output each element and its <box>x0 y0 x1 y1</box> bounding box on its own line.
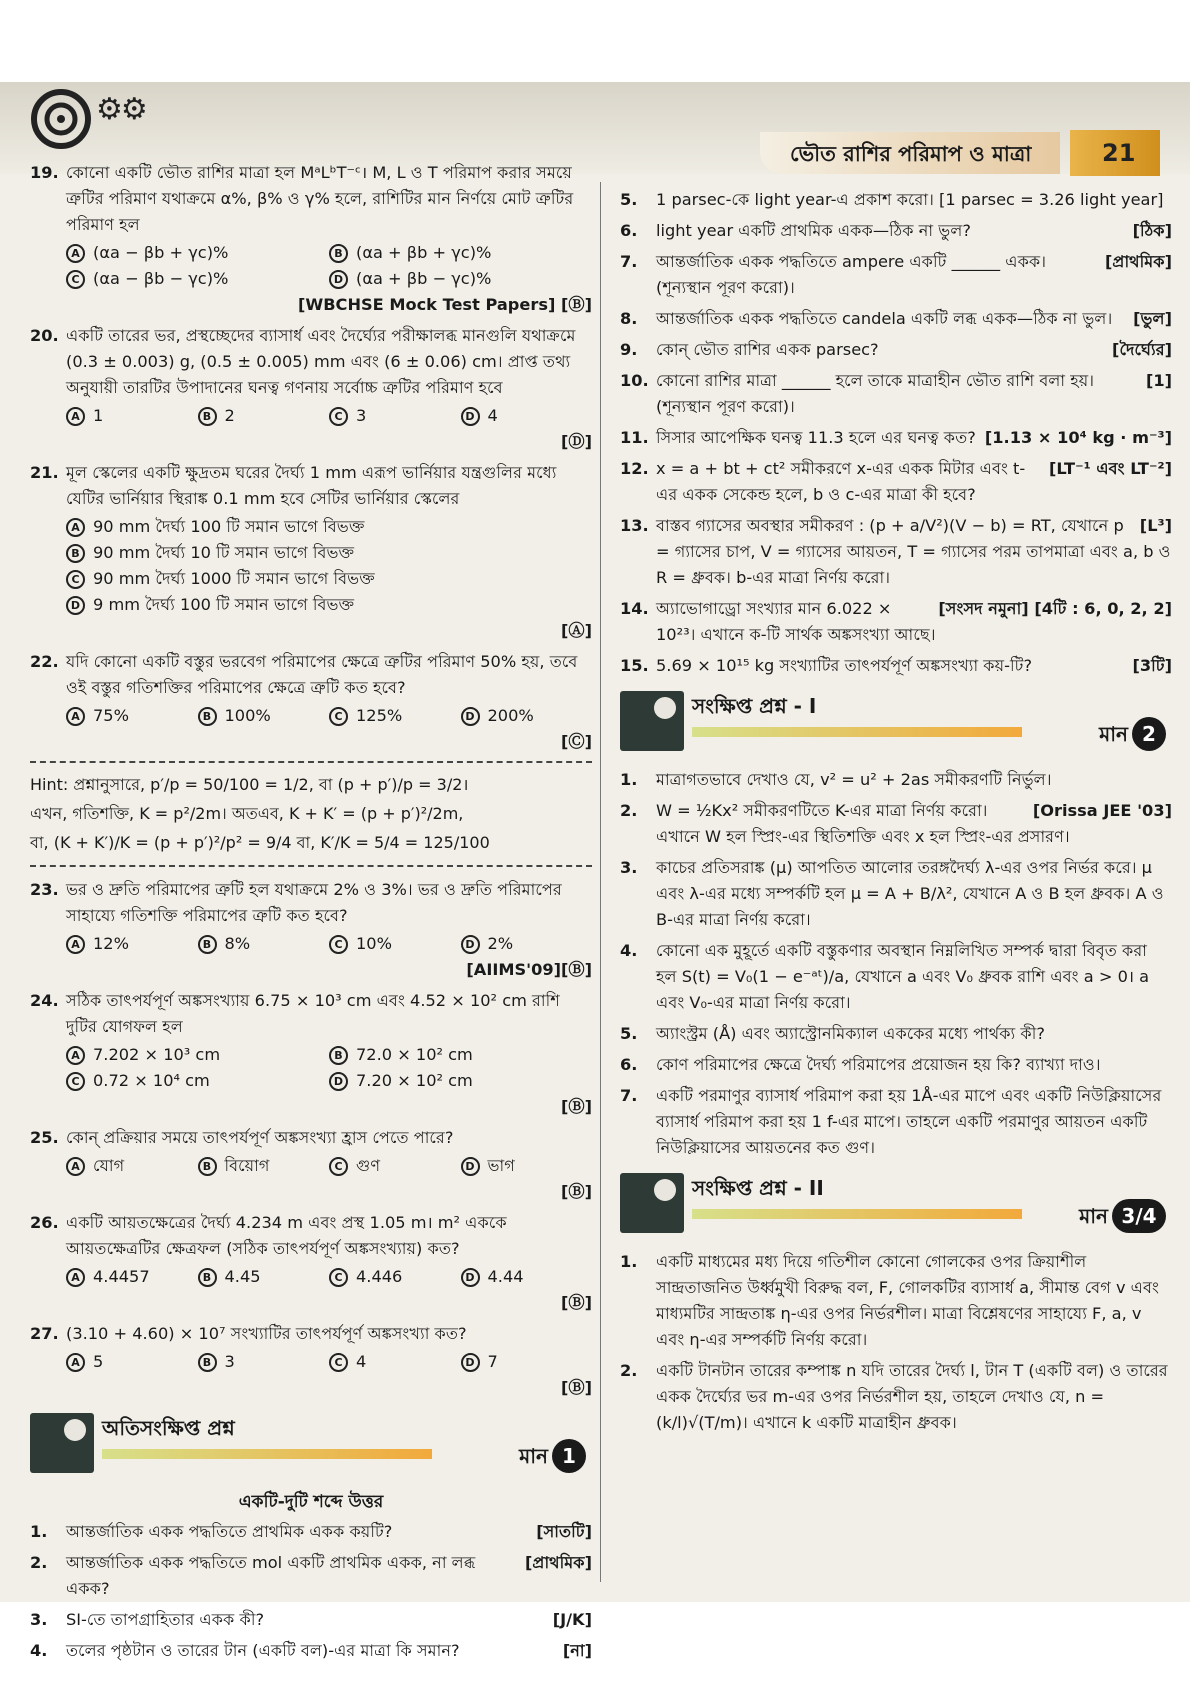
question-answer: [ঠিক] <box>1132 221 1172 240</box>
option-letter-icon: C <box>66 1072 85 1091</box>
section-bar <box>692 727 1022 737</box>
short-2-list <box>620 1249 1172 1436</box>
question-number: 20. <box>30 326 59 345</box>
option-letter-icon: B <box>66 544 85 563</box>
question-text: [J/K] SI-তে তাপগ্রাহিতার একক কী? <box>66 1607 592 1633</box>
question-text: একটি টানটান তারের কম্পাঙ্ক n যদি তারের দৈর্ঘ্য l, টান T (একটি বল) ও তারের একক দৈর্ঘ্যের ভর m-এর ওপর নির্ভরশীল হয়, তাহলে দেখাও যে, n = (k/l)√(T/m)। এখানে k একটি মাত্রাহীন ধ্রুবক। <box>656 1361 1168 1432</box>
question-item <box>30 1519 592 1545</box>
option-text: 90 mm দৈর্ঘ্য 1000 টি সমান ভাগে বিভক্ত <box>93 569 375 588</box>
question-item <box>620 1358 1172 1436</box>
hint-line-3: বা, (K + K′)/K = (p + p′)²/p² = 9/4 বা, K′/K = 5/4 = 125/100 <box>30 833 490 852</box>
question-source: [WBCHSE Mock Test Papers] [Ⓑ] <box>297 295 592 314</box>
option-text: 7.202 × 10³ cm <box>93 1045 221 1064</box>
mark-label: মান <box>1099 722 1128 746</box>
question-text: ভর ও দ্রুতি পরিমাপের ত্রুটি হল যথাক্রমে 2% ও 3%। ভর ও দ্রুতি পরিমাপের সাহায্যে গতিশক্তি পরিমাপের ত্রুটি কত হবে? <box>66 880 562 925</box>
question-text: অ্যাংস্ট্রম (Å) এবং অ্যাস্ট্রোনমিক্যাল এককের মধ্যে পার্থক্য কী? <box>656 1024 1045 1043</box>
question-number: 6. <box>620 1055 638 1074</box>
option-item <box>461 703 593 729</box>
question-text: যদি কোনো একটি বস্তুর ভরবেগ পরিমাপের ক্ষেত্রে ত্রুটির পরিমাণ 50% হয়, তবে ওই বস্তুর গতিশক্তির পরিমাপের ক্ষেত্রে ত্রুটি কত হবে? <box>66 652 578 697</box>
section-short-1 <box>620 689 1172 761</box>
option-letter-icon: D <box>461 1157 480 1176</box>
section-mark <box>1099 717 1166 751</box>
option-item <box>461 403 593 429</box>
hint-box <box>30 761 592 867</box>
option-letter-icon: C <box>329 1157 348 1176</box>
option-item <box>198 403 330 429</box>
section-mark <box>519 1439 586 1473</box>
options <box>66 1349 592 1375</box>
mark-label: মান <box>1079 1204 1108 1228</box>
question-item <box>30 877 592 983</box>
book-page <box>0 82 1190 1660</box>
option-item <box>329 1042 592 1068</box>
question-number: 2. <box>30 1553 48 1572</box>
option-letter-icon: D <box>461 1268 480 1287</box>
question-text: 1 parsec-কে light year-এ প্রকাশ করো। [1 parsec = 3.26 light year] <box>656 190 1164 209</box>
option-text: 5 <box>93 1352 104 1371</box>
question-item <box>620 767 1172 793</box>
option-letter-icon: A <box>66 407 85 426</box>
question-item <box>620 456 1172 508</box>
option-text: 8% <box>224 934 251 953</box>
option-letter-icon: A <box>66 935 85 954</box>
question-answer: [LT⁻¹ এবং LT⁻²] <box>1049 459 1172 478</box>
option-letter-icon: D <box>461 407 480 426</box>
question-source: [AIIMS'09][Ⓑ] <box>466 960 592 979</box>
question-text: কোন্ প্রক্রিয়ার সময়ে তাৎপর্যপূর্ণ অঙ্কসংখ্যা হ্রাস পেতে পারে? <box>66 1128 454 1147</box>
option-item <box>66 1349 198 1375</box>
left-column <box>30 160 592 1669</box>
options <box>66 703 592 729</box>
question-answer: [Ⓑ] <box>561 1182 592 1201</box>
question-text: [প্রাথমিক] আন্তর্জাতিক একক পদ্ধতিতে ampere একটি ______ একক। (শূন্যস্থান পূরণ করো)। <box>656 249 1172 301</box>
option-letter-icon: C <box>66 270 85 289</box>
option-item <box>461 1349 593 1375</box>
option-text: 7.20 × 10² cm <box>356 1071 473 1090</box>
question-item <box>620 1249 1172 1353</box>
question-text: [দৈর্ঘ্যের] কোন্ ভৌত রাশির একক parsec? <box>656 337 1172 363</box>
section-short-2 <box>620 1171 1172 1243</box>
question-number: 2. <box>620 1361 638 1380</box>
hint-line-1: Hint: প্রশ্নানুসারে, p′/p = 50/100 = 1/2, বা (p + p′)/p = 3/2। <box>30 775 469 794</box>
question-number: 27. <box>30 1324 59 1343</box>
option-item <box>66 1042 329 1068</box>
question-number: 23. <box>30 880 59 899</box>
option-text: 4.44 <box>487 1267 524 1286</box>
options <box>66 514 592 618</box>
option-letter-icon: A <box>66 1268 85 1287</box>
question-answer: [Ⓒ] <box>561 732 592 751</box>
question-answer: [প্রাথমিক] <box>1104 252 1172 271</box>
option-letter-icon: D <box>461 707 480 726</box>
question-number: 4. <box>30 1641 48 1660</box>
option-item <box>66 514 592 540</box>
question-text: [Orissa JEE '03] W = ½Kx² সমীকরণটিতে K-এর মাত্রা নির্ণয় করো। এখানে W হল স্প্রিং-এর স্থিতিশক্তি এবং x হল স্প্রিং-এর প্রসারণ। <box>656 798 1172 850</box>
question-item <box>620 425 1172 451</box>
option-text: 75% <box>93 706 129 725</box>
question-number: 19. <box>30 163 59 182</box>
question-number: 7. <box>620 252 638 271</box>
option-letter-icon: C <box>329 407 348 426</box>
page-number: 21 <box>1070 130 1160 176</box>
option-item <box>329 1068 592 1094</box>
question-number: 1. <box>620 1252 638 1271</box>
question-number: 26. <box>30 1213 59 1232</box>
question-answer: [Ⓑ] <box>561 1378 592 1397</box>
option-text: 72.0 × 10² cm <box>356 1045 473 1064</box>
spiral-logo-icon <box>30 88 92 150</box>
question-number: 7. <box>620 1086 638 1105</box>
options <box>66 403 592 429</box>
question-item <box>620 249 1172 301</box>
option-text: 3 <box>224 1352 235 1371</box>
question-item <box>620 368 1172 420</box>
option-item <box>198 1264 330 1290</box>
option-letter-icon: A <box>66 1046 85 1065</box>
question-answer: [না] <box>562 1641 592 1660</box>
section-very-short <box>30 1411 592 1483</box>
question-item <box>620 798 1172 850</box>
question-number: 5. <box>620 1024 638 1043</box>
option-item <box>66 266 329 292</box>
option-text: 12% <box>93 934 129 953</box>
question-answer: [1] <box>1145 371 1172 390</box>
options <box>66 1042 592 1094</box>
question-text: (3.10 + 4.60) × 10⁷ সংখ্যাটির তাৎপর্যপূর্ণ অঙ্কসংখ্যা কত? <box>66 1324 467 1343</box>
question-number: 1. <box>30 1522 48 1541</box>
question-item <box>30 1550 592 1602</box>
question-answer: [Ⓐ] <box>561 621 592 640</box>
option-letter-icon: D <box>461 1353 480 1372</box>
option-item <box>66 240 329 266</box>
question-text: কোনো একটি ভৌত রাশির মাত্রা হল MᵃLᵇT⁻ᶜ। M, L ও T পরিমাপ করার সময়ে ত্রুটির পরিমাণ যথাক্রমে α%, β% ও γ% হলে, রাশিটির মান নির্ণয়ে মোট ত্রুটির পরিমাণ হল <box>66 163 574 234</box>
options <box>66 1264 592 1290</box>
column-divider <box>600 182 601 1582</box>
option-letter-icon: B <box>198 1268 217 1287</box>
question-item <box>620 653 1172 679</box>
option-letter-icon: B <box>329 244 348 263</box>
option-item <box>198 931 330 957</box>
option-item <box>66 566 592 592</box>
question-item <box>30 988 592 1120</box>
option-text: 4.45 <box>224 1267 261 1286</box>
option-text: 4.4457 <box>93 1267 150 1286</box>
question-item <box>30 1607 592 1633</box>
question-number: 10. <box>620 371 649 390</box>
option-item <box>329 266 592 292</box>
chapter-title: ভৌত রাশির পরিমাপ ও মাত্রা <box>790 142 1032 166</box>
question-text: কোণ পরিমাপের ক্ষেত্রে দৈর্ঘ্য পরিমাপের প্রয়োজন হয় কি? ব্যাখ্যা দাও। <box>656 1055 1101 1074</box>
question-number: 13. <box>620 516 649 535</box>
section-mark <box>1079 1199 1166 1233</box>
question-text: [প্রাথমিক] আন্তর্জাতিক একক পদ্ধতিতে mol একটি প্রাথমিক একক, না লব্ধ একক? <box>66 1550 592 1602</box>
question-text: [ভুল] আন্তর্জাতিক একক পদ্ধতিতে candela একটি লব্ধ একক—ঠিক না ভুল। <box>656 306 1172 332</box>
option-text: যোগ <box>93 1156 125 1175</box>
option-item <box>66 931 198 957</box>
question-answer: [Ⓑ] <box>561 1293 592 1312</box>
option-letter-icon: D <box>329 1072 348 1091</box>
question-item <box>30 1638 592 1664</box>
question-item <box>620 513 1172 591</box>
section-bar <box>692 1209 1022 1219</box>
question-text: [1] কোনো রাশির মাত্রা ______ হলে তাকে মাত্রাহীন ভৌত রাশি বলা হয়। (শূন্যস্থান পূরণ করো)। <box>656 368 1172 420</box>
option-letter-icon: C <box>329 935 348 954</box>
option-item <box>198 1349 330 1375</box>
question-item <box>30 1210 592 1316</box>
option-item <box>329 931 461 957</box>
mark-label: মান <box>519 1444 548 1468</box>
option-text: 4 <box>356 1352 367 1371</box>
question-item <box>620 187 1172 213</box>
question-answer: [প্রাথমিক] <box>524 1553 592 1572</box>
option-text: (αa − βb + γc)% <box>93 243 229 262</box>
question-answer: [J/K] <box>552 1610 592 1629</box>
question-item <box>620 1052 1172 1078</box>
gears-icon: ⚙⚙ <box>96 92 146 127</box>
option-text: 90 mm দৈর্ঘ্য 100 টি সমান ভাগে বিভক্ত <box>93 517 365 536</box>
option-letter-icon: A <box>66 244 85 263</box>
question-answer: [Ⓑ] <box>561 1097 592 1116</box>
telescope-icon <box>30 1413 94 1473</box>
telescope-icon <box>620 691 684 751</box>
question-number: 1. <box>620 770 638 789</box>
question-text: [LT⁻¹ এবং LT⁻²] x = a + bt + ct² সমীকরণে x-এর একক মিটার এবং t-এর একক সেকেন্ড হলে, b ও c-এর মাত্রা কী হবে? <box>656 456 1172 508</box>
hint-line-2: এখন, গতিশক্তি, K = p²/2m। অতএব, K + K′ = (p + p′)²/2m, <box>30 804 464 823</box>
options <box>66 240 592 292</box>
option-text: 3 <box>356 406 367 425</box>
question-number: 12. <box>620 459 649 478</box>
option-item <box>66 592 592 618</box>
question-number: 6. <box>620 221 638 240</box>
option-text: 4.446 <box>356 1267 403 1286</box>
question-text: একটি মাধ্যমের মধ্য দিয়ে গতিশীল কোনো গোলকের ওপর ক্রিয়াশীল সান্দ্রতাজনিত উর্ধ্বমুখী বিরুদ্ধ বল, F, গোলকটির ব্যাসার্ধ a, সীমান্ত বেগ v এবং মাধ্যমটির সান্দ্রতাঙ্ক η-এর ওপর নির্ভরশীল। মাত্রা বিশ্লেষণের সাহায্যে F, a, v এবং η-এর সম্পর্কটি নির্ণয় করো। <box>656 1252 1159 1349</box>
question-item <box>30 1125 592 1205</box>
option-text: (αa − βb − γc)% <box>93 269 229 288</box>
option-item <box>461 931 593 957</box>
question-text: [সংসদ নমুনা] [4টি : 6, 0, 2, 2] অ্যাভোগাড্রো সংখ্যার মান 6.022 × 10²³। এখানে ক-টি সার্থক অঙ্কসংখ্যা আছে। <box>656 596 1172 648</box>
question-number: 15. <box>620 656 649 675</box>
option-item <box>329 1264 461 1290</box>
very-short-list <box>30 1519 592 1664</box>
option-text: 7 <box>487 1352 498 1371</box>
option-item <box>461 1264 593 1290</box>
question-item <box>620 218 1172 244</box>
option-item <box>198 1153 330 1179</box>
mark-badge: 1 <box>552 1439 586 1473</box>
option-item <box>66 540 592 566</box>
option-item <box>66 1068 329 1094</box>
option-text: (αa + βb − γc)% <box>356 269 492 288</box>
question-item <box>620 938 1172 1016</box>
question-item <box>30 1321 592 1401</box>
question-item <box>30 649 592 755</box>
option-text: 1 <box>93 406 104 425</box>
option-letter-icon: C <box>329 707 348 726</box>
question-answer: [Orissa JEE '03] <box>1032 801 1172 820</box>
option-item <box>198 703 330 729</box>
question-text: [না] তলের পৃষ্ঠটান ও তারের টান (একটি বল)-এর মাত্রা কি সমান? <box>66 1638 592 1664</box>
question-number: 21. <box>30 463 59 482</box>
mark-badge: 3/4 <box>1112 1199 1166 1233</box>
question-item <box>30 460 592 644</box>
mark-badge: 2 <box>1132 717 1166 751</box>
question-text: [1.13 × 10⁴ kg · m⁻³] সিসার আপেক্ষিক ঘনত্ব 11.3 হলে এর ঘনত্ব কত? <box>656 425 1172 451</box>
option-text: বিয়োগ <box>224 1156 270 1175</box>
question-item <box>620 596 1172 648</box>
question-answer: [সাতটি] <box>536 1522 592 1541</box>
question-item <box>30 323 592 455</box>
question-answer: [ভুল] <box>1133 309 1172 328</box>
question-text: [L³] বাস্তব গ্যাসের অবস্থার সমীকরণ : (p + a/V²)(V − b) = RT, যেখানে p = গ্যাসের চাপ, V = গ্যাসের আয়তন, T = গ্যাসের পরম তাপমাত্রা এবং a, b ও R = ধ্রুবক। b-এর মাত্রা নির্ণয় করো। <box>656 513 1172 591</box>
question-item <box>620 1021 1172 1047</box>
right-question-list <box>620 187 1172 679</box>
option-item <box>66 1264 198 1290</box>
question-number: 2. <box>620 801 638 820</box>
question-answer: [3টি] <box>1132 656 1172 675</box>
question-answer: [Ⓓ] <box>561 432 592 451</box>
option-text: 10% <box>356 934 392 953</box>
question-text: কোনো এক মুহূর্তে একটি বস্তুকণার অবস্থান নিম্নলিখিত সম্পর্ক দ্বারা বিবৃত করা হল S(t) = V₀(1 − e⁻ᵃᵗ)/a, যেখানে a এবং V₀ ধ্রুবক রাশি এবং a > 0। a এবং V₀-এর মাত্রা নির্ণয় করো। <box>656 941 1150 1012</box>
question-text: মূল স্কেলের একটি ক্ষুদ্রতম ঘরের দৈর্ঘ্য 1 mm এরূপ ভার্নিয়ার যন্ত্রগুলির মধ্যে যেটির ভার্নিয়ার স্থিরাঙ্ক 0.1 mm হবে সেটির ভার্নিয়ার স্কেলের <box>66 463 557 508</box>
section-title: সংক্ষিপ্ত প্রশ্ন - II <box>692 1176 824 1200</box>
option-letter-icon: B <box>198 1157 217 1176</box>
question-text: [সাতটি] আন্তর্জাতিক একক পদ্ধতিতে প্রাথমিক একক কয়টি? <box>66 1519 592 1545</box>
question-text: [ঠিক] light year একটি প্রাথমিক একক—ঠিক না ভুল? <box>656 218 1172 244</box>
option-letter-icon: B <box>329 1046 348 1065</box>
option-letter-icon: D <box>329 270 348 289</box>
option-letter-icon: D <box>461 935 480 954</box>
option-letter-icon: C <box>329 1353 348 1372</box>
option-letter-icon: B <box>198 935 217 954</box>
options <box>66 931 592 957</box>
question-text: সঠিক তাৎপর্যপূর্ণ অঙ্কসংখ্যায় 6.75 × 10³ cm এবং 4.52 × 10² cm রাশি দুটির যোগফল হল <box>66 991 560 1036</box>
question-number: 25. <box>30 1128 59 1147</box>
option-text: 2 <box>224 406 235 425</box>
option-text: 125% <box>356 706 403 725</box>
option-letter-icon: C <box>329 1268 348 1287</box>
option-letter-icon: A <box>66 1157 85 1176</box>
question-number: 14. <box>620 599 649 618</box>
section-subtitle: একটি-দুটি শব্দে উত্তর <box>238 1492 384 1512</box>
option-item <box>66 403 198 429</box>
question-text: একটি পরমাণুর ব্যাসার্ধ পরিমাপ করা হয় 1Å-এর মাপে এবং একটি নিউক্লিয়াসের ব্যাসার্ধ পরিমাপ করা হয় 1 f-এর মাপে। তাহলে একটি পরমাণুর আয়তন একটি নিউক্লিয়াসের আয়তনের কত গুণ। <box>656 1086 1162 1157</box>
option-item <box>66 1153 198 1179</box>
right-column <box>620 187 1172 1441</box>
telescope-icon <box>620 1173 684 1233</box>
question-number: 11. <box>620 428 649 447</box>
question-answer: [দৈর্ঘ্যের] <box>1112 340 1172 359</box>
option-text: 100% <box>224 706 271 725</box>
option-letter-icon: C <box>66 570 85 589</box>
question-text: [3টি] 5.69 × 10¹⁵ kg সংখ্যাটির তাৎপর্যপূর্ণ অঙ্কসংখ্যা কয়-টি? <box>656 653 1172 679</box>
short-1-list <box>620 767 1172 1161</box>
question-number: 22. <box>30 652 59 671</box>
option-item <box>329 240 592 266</box>
option-item <box>329 403 461 429</box>
question-number: 4. <box>620 941 638 960</box>
question-answer: [1.13 × 10⁴ kg · m⁻³] <box>984 428 1172 447</box>
option-item <box>66 703 198 729</box>
section-title: সংক্ষিপ্ত প্রশ্ন - I <box>692 694 817 718</box>
question-answer: [সংসদ নমুনা] [4টি : 6, 0, 2, 2] <box>938 599 1172 618</box>
question-answer: [L³] <box>1139 516 1172 535</box>
option-text: ভাগ <box>487 1156 515 1175</box>
option-item <box>329 1153 461 1179</box>
option-text: 0.72 × 10⁴ cm <box>93 1071 210 1090</box>
option-letter-icon: A <box>66 1353 85 1372</box>
option-letter-icon: D <box>66 596 85 615</box>
question-text: একটি তারের ভর, প্রস্থচ্ছেদের ব্যাসার্ধ এবং দৈর্ঘ্যের পরীক্ষালব্ধ মানগুলি যথাক্রমে (0.3 ± 0.003) g, (0.5 ± 0.005) mm এবং (6 ± 0.06) cm। প্রাপ্ত তথ্য অনুযায়ী তারটির উপাদানের ঘনত্ব গণনায় সর্বোচ্চ ত্রুটির পরিমাণ হবে <box>66 326 576 397</box>
option-letter-icon: A <box>66 518 85 537</box>
section-bar <box>102 1449 432 1459</box>
option-letter-icon: B <box>198 1353 217 1372</box>
question-item <box>620 306 1172 332</box>
question-number: 3. <box>30 1610 48 1629</box>
option-item <box>329 1349 461 1375</box>
question-number: 3. <box>620 858 638 877</box>
question-item <box>620 855 1172 933</box>
question-text: মাত্রাগতভাবে দেখাও যে, v² = u² + 2as সমীকরণটি নির্ভুল। <box>656 770 1052 789</box>
options <box>66 1153 592 1179</box>
option-letter-icon: A <box>66 707 85 726</box>
option-text: 200% <box>487 706 534 725</box>
question-text: একটি আয়তক্ষেত্রের দৈর্ঘ্য 4.234 m এবং প্রস্থ 1.05 m। m² এককে আয়তক্ষেত্রটির ক্ষেত্রফল (সঠিক তাৎপর্যপূর্ণ অঙ্কসংখ্যায়) কত? <box>66 1213 507 1258</box>
option-letter-icon: B <box>198 707 217 726</box>
question-item <box>620 1083 1172 1161</box>
section-title: অতিসংক্ষিপ্ত প্রশ্ন <box>102 1416 235 1440</box>
mcq-list-1 <box>30 160 592 755</box>
option-item <box>329 703 461 729</box>
option-text: 9 mm দৈর্ঘ্য 100 টি সমান ভাগে বিভক্ত <box>93 595 355 614</box>
option-text: 2% <box>487 934 514 953</box>
option-letter-icon: B <box>198 407 217 426</box>
question-text: কাচের প্রতিসরাঙ্ক (μ) আপতিত আলোর তরঙ্গদৈর্ঘ্য λ-এর ওপর নির্ভর করে। μ এবং λ-এর মধ্যে সম্পর্কটি হল μ = A + B/λ², যেখানে A ও B হল ধ্রুবক। A ও B-এর মাত্রা নির্ণয় করো। <box>656 858 1164 929</box>
question-item <box>620 337 1172 363</box>
option-text: 90 mm দৈর্ঘ্য 10 টি সমান ভাগে বিভক্ত <box>93 543 355 562</box>
option-text: 4 <box>487 406 498 425</box>
question-number: 24. <box>30 991 59 1010</box>
question-number: 5. <box>620 190 638 209</box>
question-item <box>30 160 592 318</box>
question-number: 8. <box>620 309 638 328</box>
option-item <box>461 1153 593 1179</box>
question-number: 9. <box>620 340 638 359</box>
option-text: (αa + βb + γc)% <box>356 243 492 262</box>
option-text: গুণ <box>356 1156 381 1175</box>
mcq-list-2 <box>30 877 592 1401</box>
